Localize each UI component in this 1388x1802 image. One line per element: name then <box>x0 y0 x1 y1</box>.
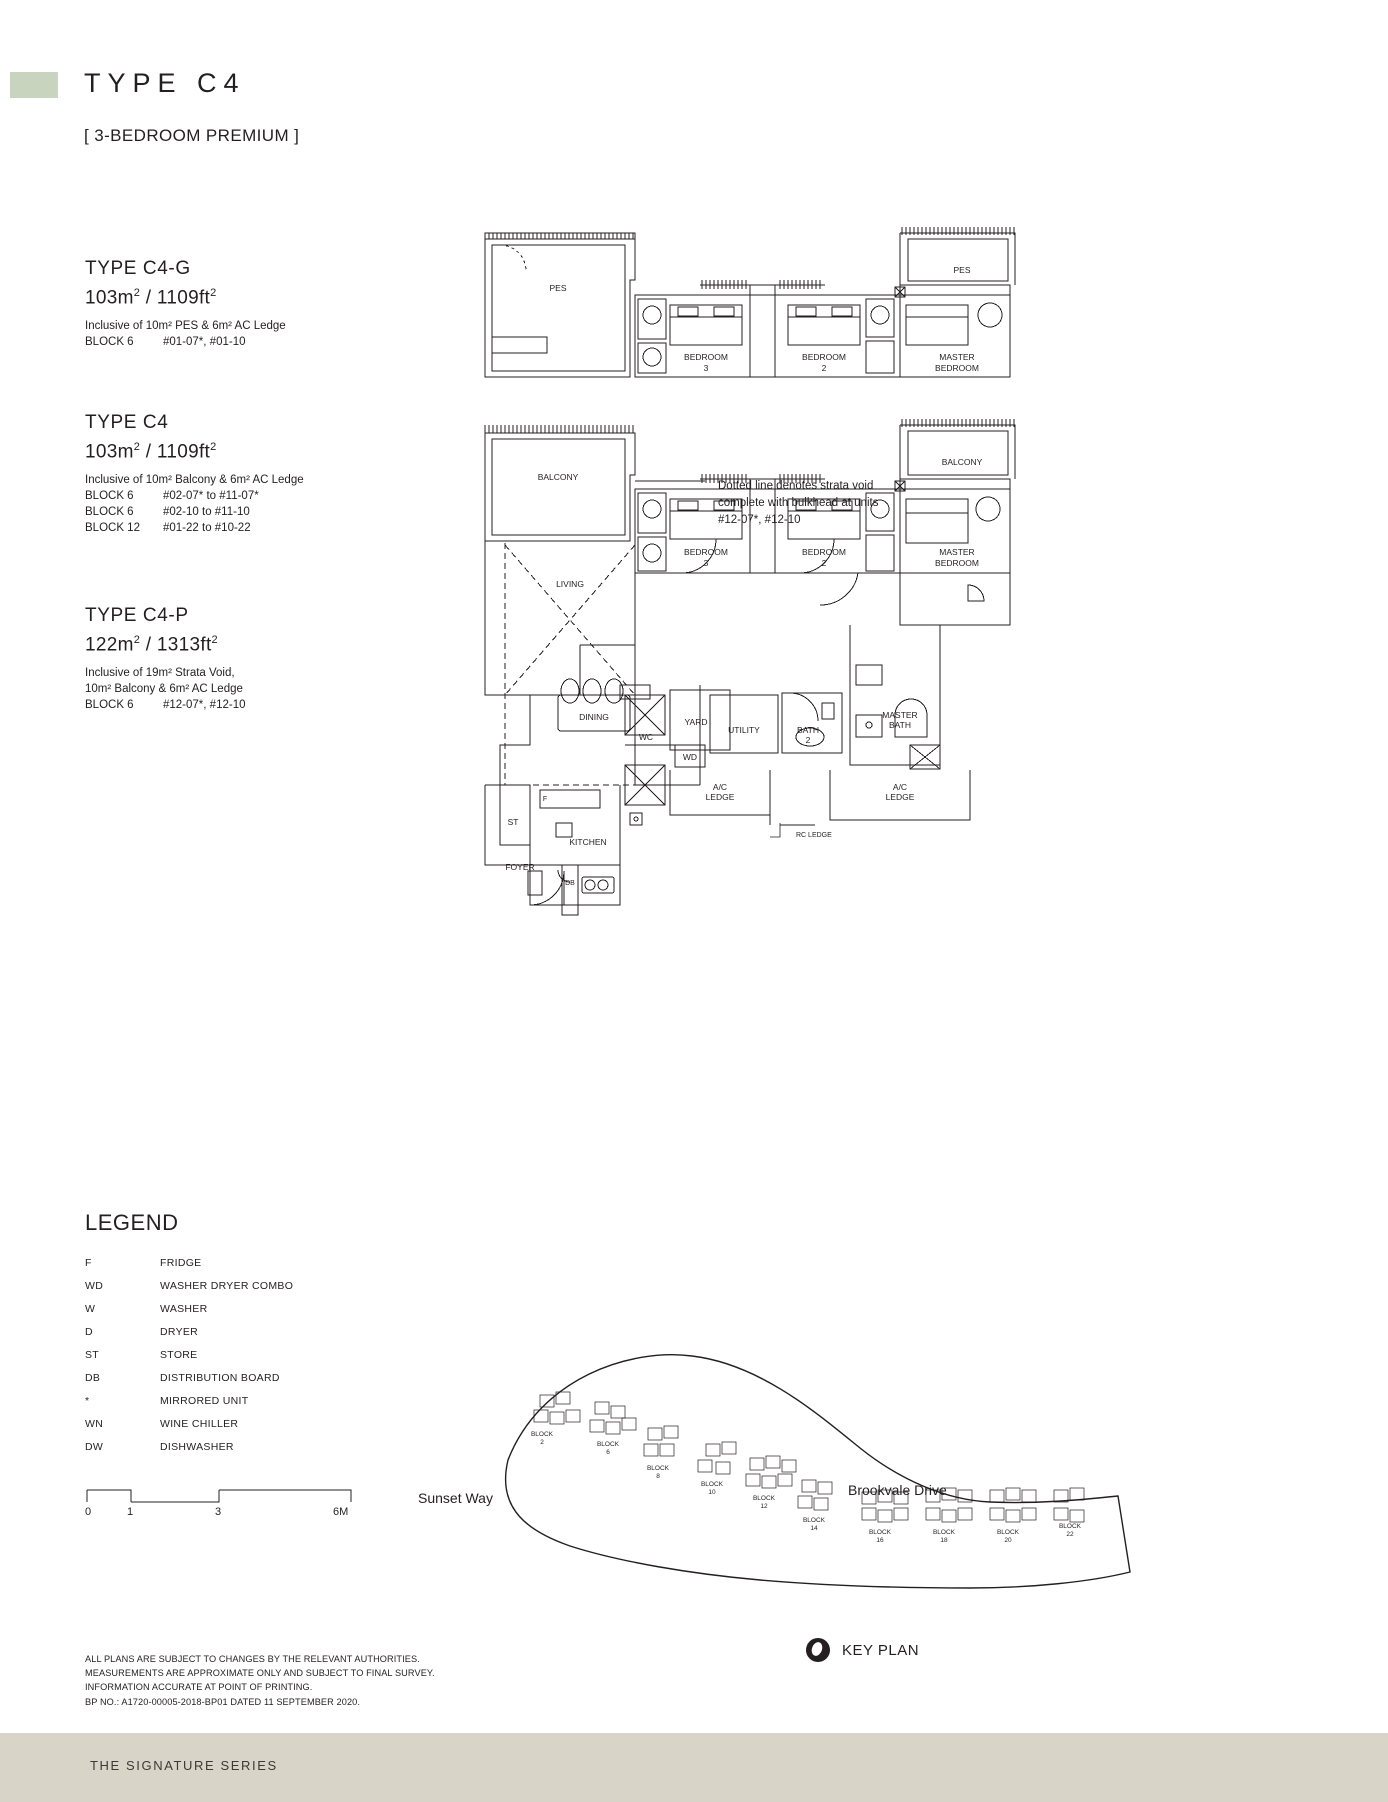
road-label-sunset-way: Sunset Way <box>418 1490 493 1506</box>
legend-key: DW <box>85 1441 104 1453</box>
keyplan-block-num: 8 <box>656 1473 660 1480</box>
variant-block-c4g <box>85 258 415 350</box>
keyplan-block-label: BLOCK <box>868 1529 892 1536</box>
legend-item <box>85 1367 415 1390</box>
block-name: BLOCK 6 <box>85 490 134 503</box>
legend-item <box>85 1413 415 1436</box>
label-bedroom2-upper: BEDROOM <box>802 352 846 362</box>
variant-block-row <box>85 520 415 536</box>
variant-area-sup: 2 <box>133 634 141 646</box>
scale-tick-1: 1 <box>127 1506 134 1518</box>
legend-item <box>85 1390 415 1413</box>
variant-block-c4p <box>85 605 415 713</box>
keyplan-block-num: 6 <box>606 1449 610 1456</box>
keyplan-block-num: 10 <box>708 1489 716 1496</box>
keyplan-block-num: 16 <box>876 1537 884 1544</box>
variant-block-c4 <box>85 412 415 536</box>
keyplan-block-label: BLOCK <box>752 1495 776 1502</box>
legend-key: W <box>85 1303 96 1315</box>
variant-area-ft: / 1313ft <box>140 634 212 656</box>
label-bedroom2-num: 2 <box>821 558 827 568</box>
keyplan-block-label: BLOCK <box>596 1441 620 1448</box>
keyplan-block-label: BLOCK <box>996 1529 1020 1536</box>
block-units: #02-07* to #11-07* <box>163 490 259 503</box>
legend-item <box>85 1298 415 1321</box>
legend-item <box>85 1321 415 1344</box>
block-units: #01-07*, #01-10 <box>163 336 246 349</box>
label-bedroom3-num: 3 <box>703 558 709 568</box>
variant-area-sup2: 2 <box>210 287 217 299</box>
label-ac-ledge-right: A/C <box>892 782 908 792</box>
accent-bar <box>10 72 58 98</box>
keyplan-block-label: BLOCK <box>932 1529 956 1536</box>
label-yard: YARD <box>684 717 708 727</box>
label-master-upper: MASTER <box>939 352 975 362</box>
keyplan-block-label: BLOCK <box>802 1517 826 1524</box>
label-balcony-left: BALCONY <box>537 472 579 482</box>
floor-plan-drawing <box>470 225 1170 925</box>
label-master-bedroom: MASTER <box>939 547 975 557</box>
scale-bar <box>85 1488 353 1522</box>
variant-area-ft: / 1109ft <box>140 287 211 309</box>
variant-note: Inclusive of 10m² PES & 6m² AC Ledge <box>85 320 286 333</box>
disclaimer-line2: MEASUREMENTS ARE APPROXIMATE ONLY AND SUBJECT TO FINAL SURVEY. <box>85 1668 435 1679</box>
block-name: BLOCK 6 <box>85 699 134 712</box>
footer-text: THE SIGNATURE SERIES <box>90 1758 278 1773</box>
legend-key: ST <box>85 1349 100 1361</box>
label-bedroom3-upper: BEDROOM <box>684 352 728 362</box>
legend-key: WN <box>85 1418 104 1430</box>
block-name: BLOCK 6 <box>85 506 134 519</box>
label-st: ST <box>507 817 519 827</box>
variant-area <box>85 441 415 463</box>
label-pes-right: PES <box>953 265 971 275</box>
legend-value: FRIDGE <box>160 1257 202 1269</box>
block-units: #02-10 to #11-10 <box>163 506 250 519</box>
scale-tick-0: 0 <box>85 1506 92 1518</box>
variant-area-ft: / 1109ft <box>140 441 211 463</box>
legend-value: DISHWASHER <box>160 1441 234 1453</box>
label-master-upper-2: BEDROOM <box>935 363 979 373</box>
label-foyer: FOYER <box>505 862 535 872</box>
keyplan-block-num: 14 <box>810 1525 818 1532</box>
legend-key: F <box>85 1257 92 1269</box>
label-living: LIVING <box>556 579 584 589</box>
legend-value: WINE CHILLER <box>160 1418 239 1430</box>
strata-note-line3: #12-07*, #12-10 <box>718 514 801 526</box>
legend-title: LEGEND <box>85 1210 179 1235</box>
variant-area-sup2: 2 <box>211 634 218 646</box>
keyplan-block-num: 2 <box>540 1439 544 1446</box>
keyplan-block-num: 12 <box>760 1503 768 1510</box>
variant-area-sup2: 2 <box>210 441 217 453</box>
label-wc: WC <box>638 732 654 742</box>
variant-area-m2: 103m <box>85 287 134 309</box>
label-dining: DINING <box>579 712 609 722</box>
keyplan-block-num: 20 <box>1004 1537 1012 1544</box>
page-subtitle: [ 3-BEDROOM PREMIUM ] <box>84 126 300 145</box>
keyplan-block-label: BLOCK <box>1058 1523 1082 1530</box>
variant-block-row <box>85 697 415 713</box>
legend-item <box>85 1436 415 1459</box>
legend-value: DRYER <box>160 1326 199 1338</box>
legend-key: D <box>85 1326 93 1338</box>
keyplan-block-label: BLOCK <box>530 1431 554 1438</box>
variant-area-m2: 103m <box>85 441 134 463</box>
label-wd: WD <box>682 752 698 762</box>
variant-name: TYPE C4-G <box>85 258 191 279</box>
legend-value: WASHER <box>160 1303 208 1315</box>
variant-area-m2: 122m <box>85 634 134 656</box>
block-units: #12-07*, #12-10 <box>163 699 246 712</box>
scale-tick-2: 3 <box>215 1506 222 1518</box>
variant-name: TYPE C4 <box>85 412 169 433</box>
label-pes-left: PES <box>549 283 567 293</box>
block-name: BLOCK 6 <box>85 336 134 349</box>
label-ac-ledge-right-2: LEDGE <box>885 792 915 802</box>
block-units: #01-22 to #10-22 <box>163 522 251 535</box>
label-f: F <box>542 796 548 803</box>
label-bath2: BATH <box>796 725 820 735</box>
variant-area-sup: 2 <box>133 287 141 299</box>
label-bedroom3: BEDROOM <box>684 547 728 557</box>
variant-block-row <box>85 488 415 504</box>
disclaimer-line3: INFORMATION ACCURATE AT POINT OF PRINTING. <box>85 1682 313 1693</box>
label-bedroom2: BEDROOM <box>802 547 846 557</box>
scale-labels <box>85 1506 353 1522</box>
keyplan-block-label: BLOCK <box>700 1481 724 1488</box>
variant-area <box>85 634 415 656</box>
label-balcony-right: BALCONY <box>941 457 983 467</box>
label-rc-ledge: RC LEDGE <box>796 832 832 839</box>
legend-key: WD <box>85 1280 104 1292</box>
disclaimer <box>85 1652 505 1709</box>
label-master-bath-2: BATH <box>888 720 912 730</box>
label-ac-ledge-left: A/C <box>712 782 728 792</box>
label-master-bedroom-2: BEDROOM <box>935 558 979 568</box>
keyplan-block-num: 18 <box>940 1537 948 1544</box>
disclaimer-line4: BP NO.: A1720-00005-2018-BP01 DATED 11 SEPTEMBER 2020. <box>85 1696 361 1707</box>
keyplan-block-label: BLOCK <box>646 1465 670 1472</box>
legend-value: STORE <box>160 1349 198 1361</box>
variant-area-sup: 2 <box>133 441 141 453</box>
label-bedroom3-upper-num: 3 <box>703 363 709 373</box>
legend-item <box>85 1252 415 1275</box>
block-name: BLOCK 12 <box>85 522 140 535</box>
label-bath2-num: 2 <box>805 735 811 745</box>
legend-value: DISTRIBUTION BOARD <box>160 1372 280 1384</box>
label-master-bath: MASTER <box>882 710 918 720</box>
legend-item <box>85 1275 415 1298</box>
keyplan-block-num: 22 <box>1066 1531 1074 1538</box>
legend-value: MIRRORED UNIT <box>160 1395 249 1407</box>
label-db: DB <box>565 880 575 887</box>
strata-note-line2: complete with bulkhead at units <box>718 497 879 509</box>
legend-value: WASHER DRYER COMBO <box>160 1280 294 1292</box>
label-utility: UTILITY <box>728 725 760 735</box>
label-bedroom2-upper-num: 2 <box>821 363 827 373</box>
variant-name: TYPE C4-P <box>85 605 189 626</box>
keyplan-title: KEY PLAN <box>842 1642 920 1659</box>
scale-tick-3: 6M <box>333 1506 349 1518</box>
variant-note-line1: Inclusive of 19m² Strata Void, <box>85 667 235 680</box>
road-label-brookvale-drive: Brookvale Drive <box>848 1482 947 1498</box>
legend-key: DB <box>85 1372 101 1384</box>
disclaimer-line1: ALL PLANS ARE SUBJECT TO CHANGES BY THE RELEVANT AUTHORITIES. <box>85 1654 420 1664</box>
page-title: TYPE C4 <box>84 68 246 98</box>
variant-note: Inclusive of 10m² Balcony & 6m² AC Ledge <box>85 474 304 487</box>
strata-note-line1: Dotted line denotes strata void <box>718 480 874 492</box>
compass-icon <box>806 1638 830 1662</box>
legend-list <box>85 1252 415 1459</box>
variant-block-row <box>85 504 415 520</box>
variant-note-line2: 10m² Balcony & 6m² AC Ledge <box>85 683 243 696</box>
label-ac-ledge-left-2: LEDGE <box>705 792 735 802</box>
key-plan-drawing <box>430 1340 1190 1660</box>
variant-block-row <box>85 334 415 350</box>
variant-area <box>85 287 415 309</box>
label-kitchen: KITCHEN <box>569 837 607 847</box>
legend-item <box>85 1344 415 1367</box>
legend-key: * <box>85 1395 90 1407</box>
